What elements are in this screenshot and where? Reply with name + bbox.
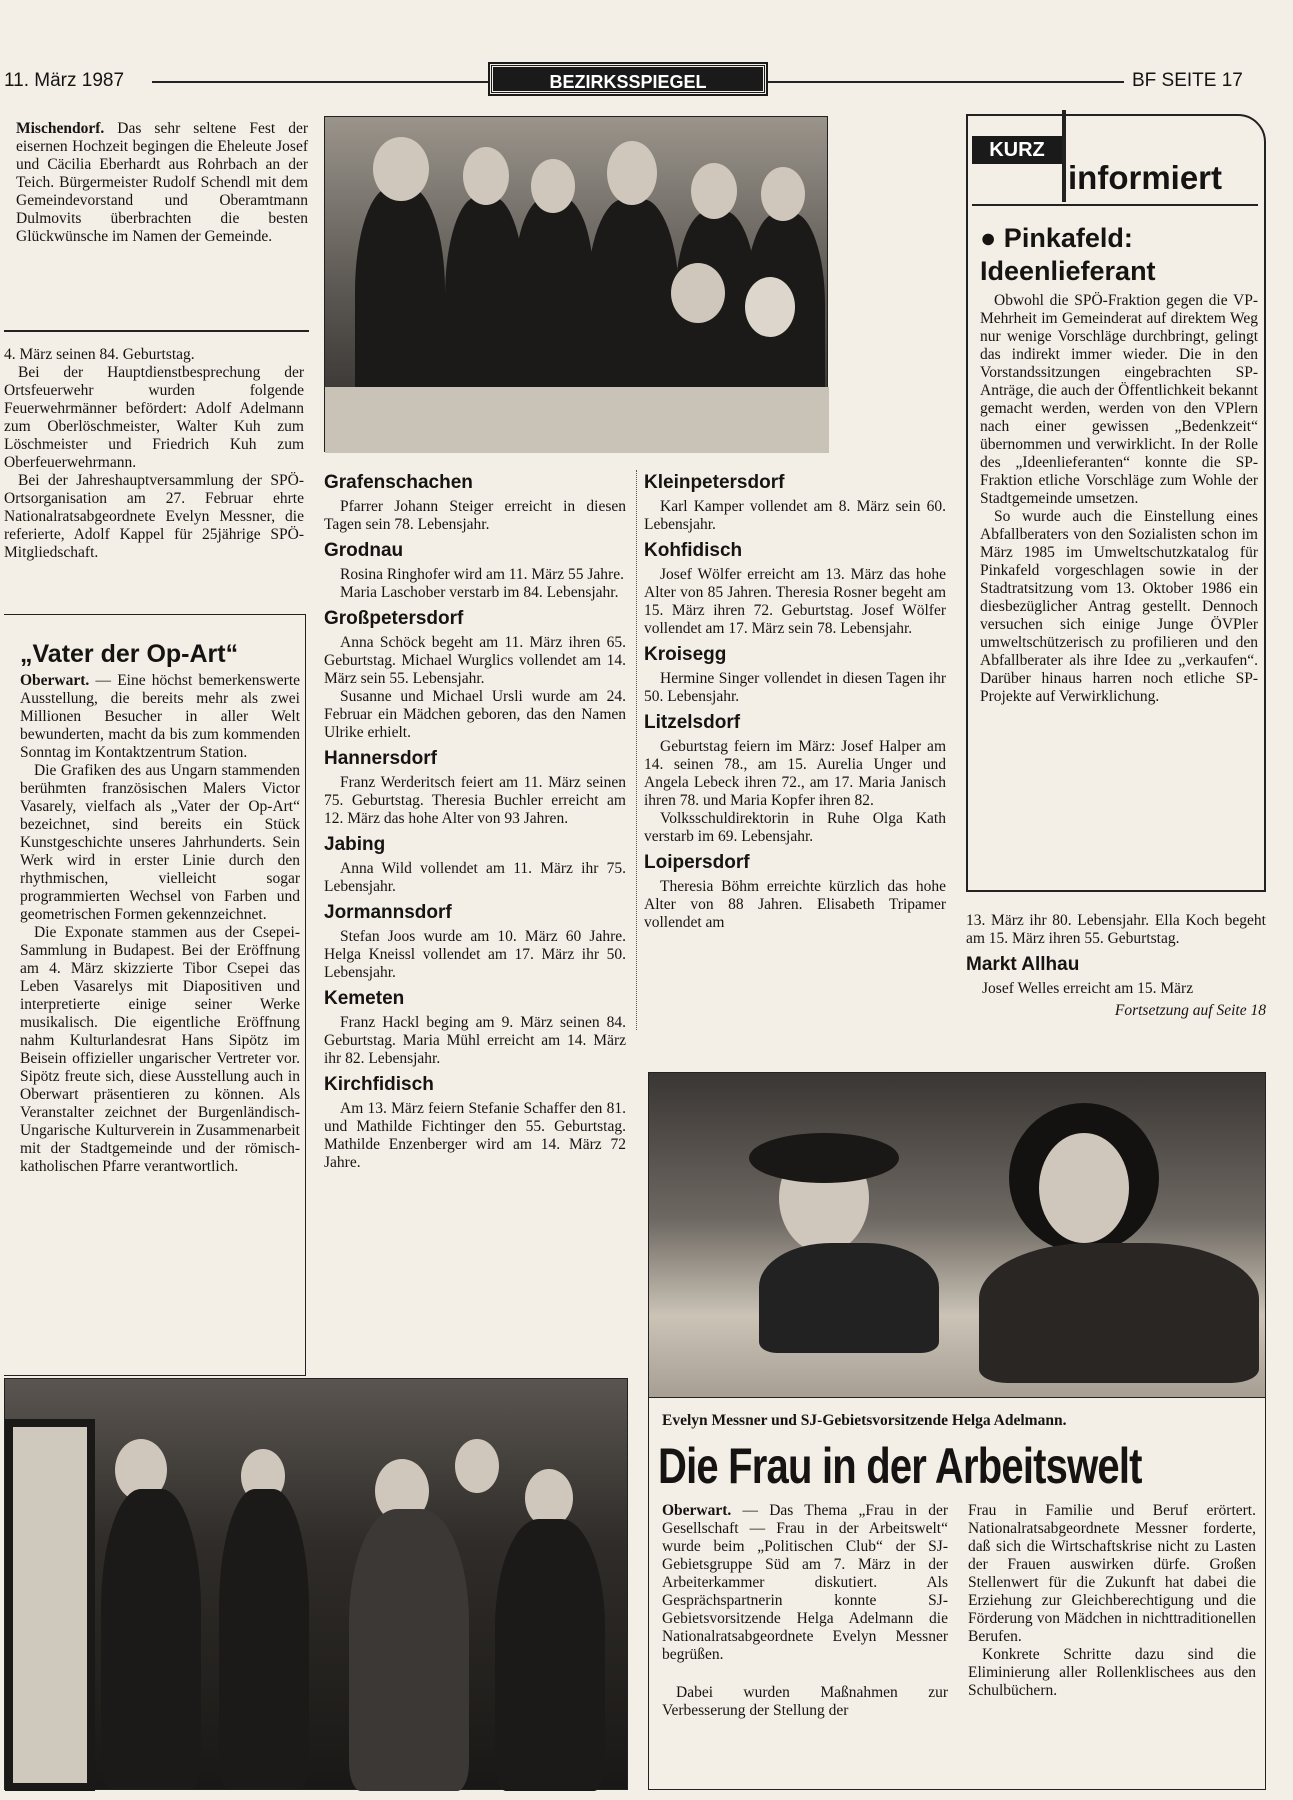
town-heading: Markt Allhau [966, 954, 1080, 975]
article-text: — Eine höchst bemerkenswerte Ausstellung, die bereits mehr als zwei Millionen Besucher in aller Welt bewunderten, macht da bis zum kommenden Sonntag im Kontaktzentrum Station. [20, 672, 301, 761]
pinkafeld-title-line: ● Pinkafeld: [980, 223, 1133, 253]
town-block [324, 902, 626, 982]
anniversary-photo [324, 116, 828, 452]
town-text: Geburtstag feiern im März: Josef Halper am 14. seinen 78., am 15. Aurelia Unger und Angela Lebeck ihren 72., am 17. Maria Janisch ihren 78. und Maria Kopfer ihren 82. [644, 738, 946, 809]
text-paragraph: Bei der Hauptdienstbesprechung der Ortsfeuerwehr wurden folgende Feuerwehrmänner befördert: Adolf Adelmann zum Oberlöschmeister, Walter Kuh zum Löschmeister und Friedrich Kuh zum Oberfeuerwehrmann. [4, 364, 304, 471]
article-text: Das sehr seltene Fest der eisernen Hochzeit begingen die Eheleute Josef und Cäcilia Eberhardt aus Rohrbach an der Teich. Bürgermeister Rudolf Schendl mit dem Gemeindevorstand und Oberamtmann Dulmovits überbrachten die besten Glückwünsche im Namen der Gemeinde. [16, 120, 309, 245]
town-heading: Jabing [324, 834, 386, 855]
town-block [324, 540, 626, 602]
town-text: Josef Wölfer erreicht am 13. März das hohe Alter von 85 Jahren. Theresia Rosner begeht am 15. März ihren 72. Geburtstag. Josef Wölfer vollendet am 17. März sein 78. Lebensjahr. [644, 566, 946, 637]
kurz-underline [972, 204, 1258, 206]
town-heading: Kemeten [324, 988, 405, 1009]
town-block [644, 852, 946, 932]
town-heading: Kohfidisch [644, 540, 743, 561]
town-block [644, 644, 946, 706]
frau-right-column [968, 1502, 1256, 1700]
frau-left-column [662, 1502, 948, 1720]
town-heading: Grafenschachen [324, 472, 473, 493]
header-date: 11. März 1987 [4, 70, 125, 91]
town-text: Maria Laschober verstarb im 84. Lebensjahr. [340, 584, 619, 601]
kurz-bar [1062, 110, 1066, 202]
town-text: Karl Kamper vollendet am 8. März sein 60. Lebensjahr. [644, 498, 946, 533]
town-heading: Kroisegg [644, 644, 727, 665]
town-block [324, 834, 626, 896]
town-text: Josef Welles erreicht am 15. März [982, 980, 1194, 997]
text-paragraph: Die Grafiken des aus Ungarn stammenden berühmten französischen Malers Victor Vasarely, vielfach als „Vater der Op-Art“ bezeichnet, sind bereits ein Stück Kunstgeschichte unseres Jahrhunderts. Sein Werk wird in erster Linie durch den rhythmischen, vielleicht sogar programmierten Wechsel von Farben und geometrischen Formen gekennzeichnet. [20, 762, 300, 923]
frau-headline: Die Frau in der Arbeitswelt [658, 1438, 1142, 1494]
pinkafeld-title-line: Ideenlieferant [980, 256, 1156, 286]
town-text: Am 13. März feiern Stefanie Schaffer den 81. und Mathilde Fichtinger den 55. Geburtstag. Mathilde Enzenberger wird am 14. März 72 Jahre. [324, 1100, 626, 1171]
town-heading: Litzelsdorf [644, 712, 741, 733]
header-rule-right [768, 81, 1124, 83]
town-text: Franz Hackl beging am 9. März seinen 84. Geburtstag. Maria Mühl erreicht am 14. März ihr 82. Lebensjahr. [324, 1014, 626, 1067]
text-paragraph: Dabei wurden Maßnahmen zur Verbesserung der Stellung der [662, 1684, 948, 1719]
town-text: Rosina Ringhofer wird am 11. März 55 Jahre. [340, 566, 624, 583]
town-text: Susanne und Michael Ursli wurde am 24. Februar ein Mädchen geboren, das den Namen Ulrike erhielt. [324, 688, 626, 741]
town-text: Franz Werderitsch feiert am 11. März seinen 75. Geburtstag. Theresia Buchler erreicht am 12. März das hohe Alter von 93 Jahren. [324, 774, 626, 827]
birthday-column-3 [644, 466, 946, 932]
kurz-badge: KURZ [972, 136, 1062, 164]
text-paragraph: 4. März seinen 84. Geburtstag. [4, 346, 195, 363]
town-heading: Jormannsdorf [324, 902, 452, 923]
town-text: Anna Schöck begeht am 11. März ihren 65. Geburtstag. Michael Wurglics vollendet am 14. März sein 55. Lebensjahr. [324, 634, 626, 687]
kurz-title: informiert [1068, 159, 1223, 196]
frau-caption: Evelyn Messner und SJ-Gebietsvorsitzende Helga Adelmann. [662, 1412, 1067, 1429]
town-block [324, 988, 626, 1068]
town-text: 13. März ihr 80. Lebensjahr. Ella Koch begeht am 15. März ihren 55. Geburtstag. [966, 912, 1266, 947]
header-rule-left [152, 81, 490, 83]
pinkafeld-article [980, 292, 1258, 706]
town-text: Stefan Joos wurde am 10. März 60 Jahre. Helga Kneissl vollendet am 17. März ihr 50. Lebensjahr. [324, 928, 626, 981]
town-heading: Großpetersdorf [324, 608, 464, 629]
exhibition-photo [4, 1378, 628, 1790]
op-art-article [20, 672, 300, 1176]
text-paragraph: Die Exponate stammen aus der Csepei-Sammlung in Budapest. Bei der Eröffnung am 4. März skizzierte Tibor Csepei das Leben Vasarelys mit Diapositiven und interpretierte einige seiner Werke musikalisch. Die eigentliche Eröffnung nahm Kulturlandesrat Hans Sipötz im Beisein offizieller ungarischer Vertreter vor. Sipötz freute sich, diese Ausstellung auch in Oberwart präsentieren zu können. Als Veranstalter zeichnet der Burgenländisch-Ungarische Kulturverein in Zusammenarbeit mit der Stadtgemeinde und der römisch-katholischen Pfarre verantwortlich. [20, 924, 300, 1175]
birthday-column-2 [324, 466, 626, 1172]
text-paragraph: Frau in Familie und Beruf erörtert. Nationalratsabgeordnete Messner forderte, daß sich die Wirtschaftskrise nicht zu Lasten der Frauen auswirken dürfe. Großen Stellenwert für die Zukunft hat dabei die Erziehung zur Gleichberechtigung und die Förderung von Mädchen in nichttraditionellen Berufen. [968, 1502, 1256, 1645]
town-heading: Kleinpetersdorf [644, 472, 785, 493]
article-text: — Das Thema „Frau in der Gesellschaft — Frau in der Arbeitswelt“ wurde beim „Politischen Club“ der SJ-Gebietsgruppe Süd am 7. März in der Arbeiterkammer diskutiert. Als Gesprächspartnerin konnte SJ-Gebietsvorsitzende Helga Adelmann die Nationalratsabgeordnete Evelyn Messner begrüßen. [662, 1502, 949, 1663]
town-block [324, 608, 626, 742]
town-text: Theresia Böhm erreichte kürzlich das hohe Alter von 88 Jahren. Elisabeth Tripamer vollendet am [644, 878, 946, 931]
continued-note: Fortsetzung auf Seite 18 [1114, 1002, 1266, 1019]
lead-town: Mischendorf. [16, 120, 105, 137]
town-block [324, 472, 626, 534]
frau-photo [648, 1072, 1266, 1398]
town-heading: Kirchfidisch [324, 1074, 434, 1095]
pinkafeld-title [980, 222, 1156, 288]
text-paragraph: Bei der Jahreshauptversammlung der SPÖ-Ortsorganisation am 27. Februar ehrte Nationalratsabgeordnete Evelyn Messner, die referierte, Adolf Kappel für 25jährige SPÖ-Mitgliedschaft. [4, 472, 304, 561]
text-paragraph: Obwohl die SPÖ-Fraktion gegen die VP-Mehrheit im Gemeinderat auf direktem Weg nur wenige Vorschläge durchbringt, gelingt das indirekt immer wieder. Die in den Vorstandssitzungen eingebrachten SP-Anträge, die auch der Öffentlichkeit bekannt gemacht werden, werden von den VPlern nach einer gewissen „Bedenkzeit“ übernommen und verwirklicht. In der Rolle des „Ideenlieferanten“ konnte die SP-Fraktion etliche Vorschläge zum Wohle der Stadtgemeinde umsetzen. [980, 292, 1258, 507]
town-heading: Hannersdorf [324, 748, 437, 769]
town-block [644, 472, 946, 534]
divider [4, 330, 309, 332]
op-art-headline: „Vater der Op-Art“ [20, 640, 239, 668]
lead-town: Oberwart. [662, 1502, 732, 1519]
firefighters-article [4, 346, 304, 562]
birthday-column-4 [966, 912, 1266, 1020]
text-paragraph: So wurde auch die Einstellung eines Abfallberaters von den Sozialisten schon im März 1985 im Umweltschutzkatalog für Pinkafeld vorgeschlagen sowie in der Stadtratsitzung vom 13. Oktober 1986 ein diesbezüglicher Antrag gestellt. Dennoch versuchen sich einige Junge ÖVPler umweltschützerisch zu profilieren und den Abfallberater als ihre Idee zu „verkaufen“. Darüber hinaus harren noch etliche SP-Projekte auf Verwirklichung. [980, 508, 1258, 705]
page-number: BF SEITE 17 [1132, 70, 1243, 91]
town-text: Volksschuldirektorin in Ruhe Olga Kath verstarb im 69. Lebensjahr. [644, 810, 946, 845]
town-text: Pfarrer Johann Steiger erreicht in diesen Tagen sein 78. Lebensjahr. [324, 498, 626, 533]
section-label: BEZIRKSSPIEGEL [490, 64, 766, 94]
town-heading: Grodnau [324, 540, 404, 561]
lead-town: Oberwart. [20, 672, 90, 689]
town-block [644, 712, 946, 846]
mischendorf-article [16, 120, 308, 246]
town-block [324, 748, 626, 828]
town-text: Anna Wild vollendet am 11. März ihr 75. Lebensjahr. [324, 860, 626, 895]
town-heading: Loipersdorf [644, 852, 750, 873]
town-text: Hermine Singer vollendet in diesen Tagen ihr 50. Lebensjahr. [644, 670, 946, 705]
column-divider [636, 470, 637, 1030]
town-block [644, 540, 946, 638]
town-block [324, 1074, 626, 1172]
text-paragraph: Konkrete Schritte dazu sind die Eliminierung aller Rollenklischees aus den Schulbüchern. [968, 1646, 1256, 1699]
